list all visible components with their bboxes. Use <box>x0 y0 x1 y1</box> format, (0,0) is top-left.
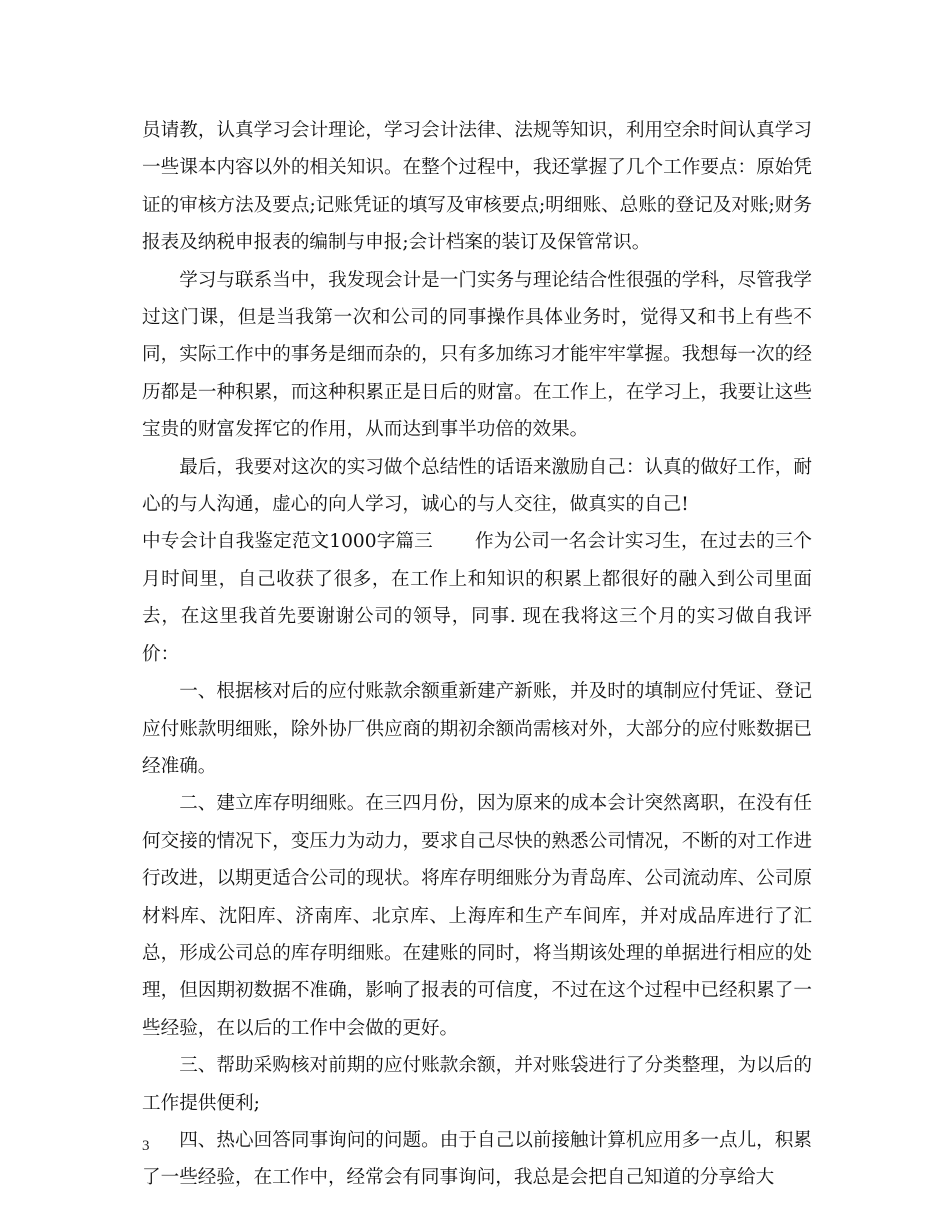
list-item-three: 三、帮助采购核对前期的应付账款余额，并对账袋进行了分类整理，为以后的工作提供便利; <box>142 1055 812 1114</box>
section-intro: 作为公司一名会计实习生，在过去的三个月时间里，自己收获了很多，在工作上和知识的积累上都很好的融入到公司里面去，在这里我首先要谢谢公司的领导，同事. 现在我将这三个月的实习做自我评价： <box>142 531 812 665</box>
paragraph-closing: 最后，我要对这次的实习做个总结性的话语来激励自己：认真的做好工作，耐心的与人沟通，虚心的向人学习，诚心的与人交往，做真实的自己! <box>142 456 812 516</box>
list-item-one: 一、根据核对后的应付账款余额重新建产新账，并及时的填制应付凭证、登记应付账款明细账，除外协厂供应商的期初余额尚需核对外，大部分的应付账数据已经准确。 <box>142 681 812 777</box>
paragraph-continuation: 员请教，认真学习会计理论，学习会计法律、法规等知识，利用空余时间认真学习一些课本内容以外的相关知识。在整个过程中，我还掌握了几个工作要点：原始凭证的审核方法及要点;记账凭证的填写及审核要点;明细账、总账的登记及对账;财务报表及纳税申报表的编制与申报;会计档案的装订及保管常识。 <box>142 120 812 254</box>
section-three <box>142 523 812 673</box>
list-item-two: 二、建立库存明细账。在三四月份，因为原来的成本会计突然离职，在没有任何交接的情况下，变压力为动力，要求自己尽快的熟悉公司情况，不断的对工作进行改进，以期更适合公司的现状。将库存明细账分为青岛库、公司流动库、公司原材料库、沈阳库、济南库、北京库、上海库和生产车间库，并对成品库进行了汇总，形成公司总的库存明细账。在建账的同时，将当期该处理的单据进行相应的处理，但因期初数据不准确，影响了报表的可信度，不过在这个过程中已经积累了一些经验，在以后的工作中会做的更好。 <box>142 793 812 1039</box>
document-body <box>142 112 812 1197</box>
page-number: 3 <box>142 1138 150 1154</box>
list-item-four: 四、热心回答同事询问的问题。由于自己以前接触计算机应用多一点儿，积累了一些经验，在工作中，经常会有同事询问，我总是会把自己知道的分享给大 <box>142 1129 812 1189</box>
paragraph-study-reflection: 学习与联系当中，我发现会计是一门实务与理论结合性很强的学科，尽管我学过这门课，但是当我第一次和公司的同事操作具体业务时，觉得又和书上有些不同，实际工作中的事务是细而杂的，只有多加练习才能牢牢掌握。我想每一次的经历都是一种积累，而这种积累正是日后的财富。在工作上，在学习上，我要让这些宝贵的财富发挥它的作用，从而达到事半功倍的效果。 <box>142 269 812 441</box>
section-heading: 中专会计自我鉴定范文1000字篇三 <box>142 531 433 553</box>
